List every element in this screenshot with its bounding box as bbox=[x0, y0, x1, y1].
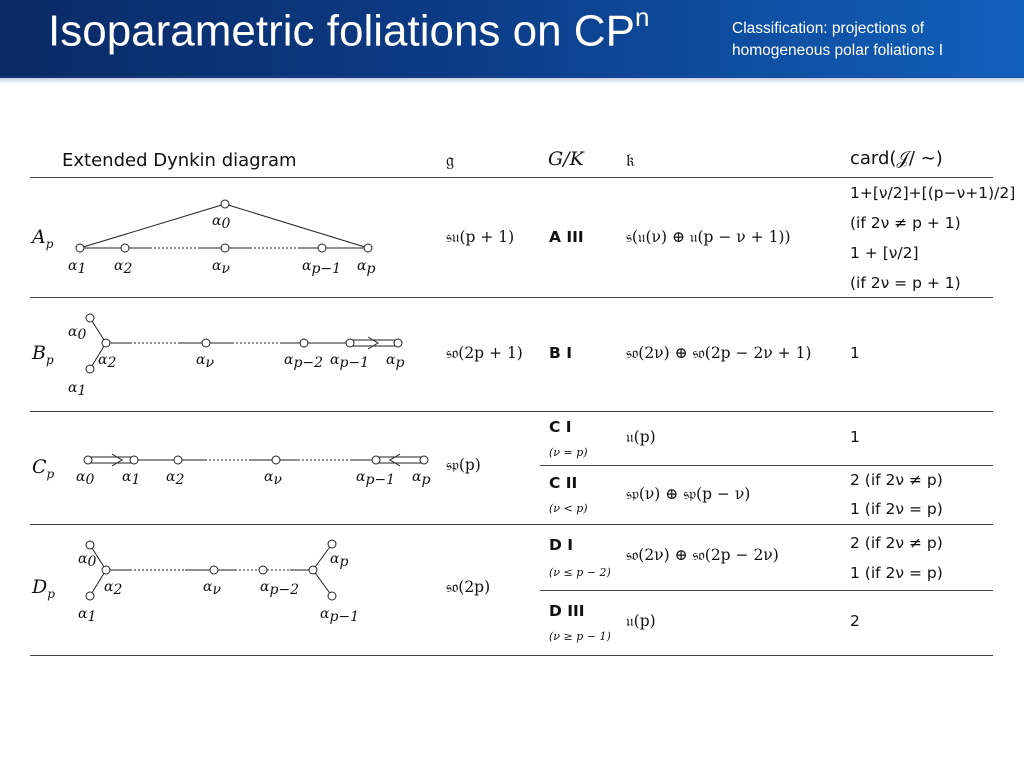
b-node-p1 bbox=[346, 339, 354, 347]
row-a-card-2: (if 2ν ≠ p + 1) bbox=[850, 214, 961, 232]
d-node-p1 bbox=[328, 592, 336, 600]
dynkin-diagrams bbox=[0, 180, 440, 660]
row-c-card-2a: 2 (if 2ν ≠ p) bbox=[850, 471, 943, 489]
row-d-cond-2: (ν ≥ p − 1) bbox=[549, 630, 611, 643]
a-label-0: α0 bbox=[212, 213, 231, 232]
c-node-0 bbox=[84, 456, 92, 464]
row-b-k: 𝔰𝔬(2ν) ⊕ 𝔰𝔬(2p − 2ν + 1) bbox=[626, 344, 812, 362]
row-a-subscript: p bbox=[45, 236, 54, 251]
row-c-type-1: C I bbox=[549, 418, 572, 436]
rule-header bbox=[30, 177, 993, 178]
header-k: 𝔨 bbox=[626, 150, 635, 171]
a-edge-left bbox=[80, 204, 225, 248]
row-c-g: 𝔰𝔭(p) bbox=[446, 456, 481, 474]
c-node-p bbox=[420, 456, 428, 464]
d-label-0: α0 bbox=[78, 551, 97, 570]
subtitle-line-1: Classification: projections of bbox=[732, 20, 925, 37]
row-d-card-2: 2 bbox=[850, 612, 860, 630]
row-c-k-2: 𝔰𝔭(ν) ⊕ 𝔰𝔭(p − ν) bbox=[626, 485, 751, 503]
b-label-p1: αp−1 bbox=[330, 352, 370, 371]
row-a-letter: A bbox=[32, 226, 46, 248]
rule-d-mid bbox=[540, 590, 993, 591]
row-c-cond-1: (ν = p) bbox=[549, 446, 588, 459]
d-label-1: α1 bbox=[78, 606, 97, 625]
slide-title bbox=[48, 2, 650, 57]
a-node-p1 bbox=[318, 244, 326, 252]
row-d-letter: D bbox=[32, 576, 48, 598]
row-d-k-2: 𝔲(p) bbox=[626, 612, 656, 630]
rule-c-mid bbox=[540, 465, 993, 466]
row-d-g: 𝔰𝔬(2p) bbox=[446, 578, 491, 596]
a-label-2: α2 bbox=[114, 258, 133, 277]
header-shadow bbox=[0, 76, 1024, 84]
b-label-p2: αp−2 bbox=[284, 352, 324, 371]
c-label-nu: αν bbox=[264, 469, 282, 488]
header-gk: G/K bbox=[548, 148, 584, 170]
b-node-nu bbox=[202, 339, 210, 347]
row-b-card: 1 bbox=[850, 344, 860, 362]
row-d-type-1: D I bbox=[549, 536, 574, 554]
b-node-1 bbox=[86, 365, 94, 373]
d-node-0 bbox=[86, 541, 94, 549]
c-node-2 bbox=[174, 456, 182, 464]
d-node-p bbox=[328, 540, 336, 548]
row-c-type-2: C II bbox=[549, 474, 578, 492]
row-d-type-2: D III bbox=[549, 602, 585, 620]
row-d-card-1a: 2 (if 2ν ≠ p) bbox=[850, 534, 943, 552]
d-node-nu bbox=[210, 566, 218, 574]
subtitle-line-2: homogeneous polar foliations I bbox=[732, 42, 944, 59]
row-a-card-3: 1 + [ν/2] bbox=[850, 244, 919, 262]
b-label-0: α0 bbox=[68, 324, 87, 343]
row-b-letter: B bbox=[32, 342, 46, 364]
row-c-card-2b: 1 (if 2ν = p) bbox=[850, 500, 943, 518]
b-label-nu: αν bbox=[196, 352, 214, 371]
b-label-2: α2 bbox=[98, 352, 117, 371]
row-b-subscript: p bbox=[45, 352, 54, 367]
row-c-cond-2: (ν < p) bbox=[549, 502, 588, 515]
c-label-0: α0 bbox=[76, 469, 95, 488]
b-label-p: αp bbox=[386, 352, 405, 371]
a-node-p bbox=[364, 244, 372, 252]
row-b-type: B I bbox=[549, 344, 572, 362]
a-edge-right bbox=[225, 204, 368, 248]
d-label-p: αp bbox=[330, 551, 349, 570]
row-a-card-1: 1+[ν/2]+[(p−ν+1)/2] bbox=[850, 184, 1016, 202]
c-node-p1 bbox=[372, 456, 380, 464]
a-label-1: α1 bbox=[68, 258, 87, 277]
title-superscript: n bbox=[634, 2, 650, 32]
header-card: card(𝒥/ ∼) bbox=[850, 148, 943, 169]
c-node-nu bbox=[272, 456, 280, 464]
b-node-0 bbox=[86, 314, 94, 322]
d-label-nu: αν bbox=[203, 579, 221, 598]
a-label-nu: αν bbox=[212, 258, 230, 277]
d-node-2 bbox=[102, 566, 110, 574]
a-node-1 bbox=[76, 244, 84, 252]
title-text: Isoparametric foliations on CP bbox=[48, 6, 635, 56]
a-label-p: αp bbox=[357, 258, 376, 277]
row-c-subscript: p bbox=[46, 466, 55, 481]
header-diagram: Extended Dynkin diagram bbox=[62, 150, 297, 171]
b-label-1: α1 bbox=[68, 380, 87, 399]
row-a-k: 𝔰(𝔲(ν) ⊕ 𝔲(p − ν + 1)) bbox=[626, 228, 791, 246]
row-a-type: A III bbox=[549, 228, 584, 246]
row-b-g: 𝔰𝔬(2p + 1) bbox=[446, 344, 523, 362]
slide-subtitle bbox=[732, 18, 1017, 62]
d-node-p2 bbox=[259, 566, 267, 574]
b-node-p2 bbox=[300, 339, 308, 347]
c-label-1: α1 bbox=[122, 469, 141, 488]
c-node-1 bbox=[130, 456, 138, 464]
b-node-2 bbox=[102, 339, 110, 347]
a-node-2 bbox=[121, 244, 129, 252]
header-g: 𝔤 bbox=[446, 150, 455, 171]
a-node-nu bbox=[221, 244, 229, 252]
row-c-k-1: 𝔲(p) bbox=[626, 428, 656, 446]
a-node-0 bbox=[221, 200, 229, 208]
d-label-p1: αp−1 bbox=[320, 606, 360, 625]
row-d-subscript: p bbox=[47, 586, 55, 601]
a-label-p1: αp−1 bbox=[302, 258, 342, 277]
row-d-card-1b: 1 (if 2ν = p) bbox=[850, 564, 943, 582]
row-c-card-1: 1 bbox=[850, 428, 860, 446]
d-label-p2: αp−2 bbox=[260, 579, 300, 598]
b-node-p bbox=[394, 339, 402, 347]
c-label-p: αp bbox=[412, 469, 431, 488]
c-label-p1: αp−1 bbox=[356, 469, 396, 488]
d-label-2: α2 bbox=[104, 579, 123, 598]
row-d-k-1: 𝔰𝔬(2ν) ⊕ 𝔰𝔬(2p − 2ν) bbox=[626, 546, 779, 564]
row-a-card-4: (if 2ν = p + 1) bbox=[850, 274, 961, 292]
row-d-cond-1: (ν ≤ p − 2) bbox=[549, 566, 611, 579]
d-node-pivot bbox=[309, 566, 317, 574]
c-label-2: α2 bbox=[166, 469, 185, 488]
d-node-1 bbox=[86, 592, 94, 600]
row-a-g: 𝔰𝔲(p + 1) bbox=[446, 228, 515, 246]
row-c-letter: C bbox=[32, 456, 47, 478]
